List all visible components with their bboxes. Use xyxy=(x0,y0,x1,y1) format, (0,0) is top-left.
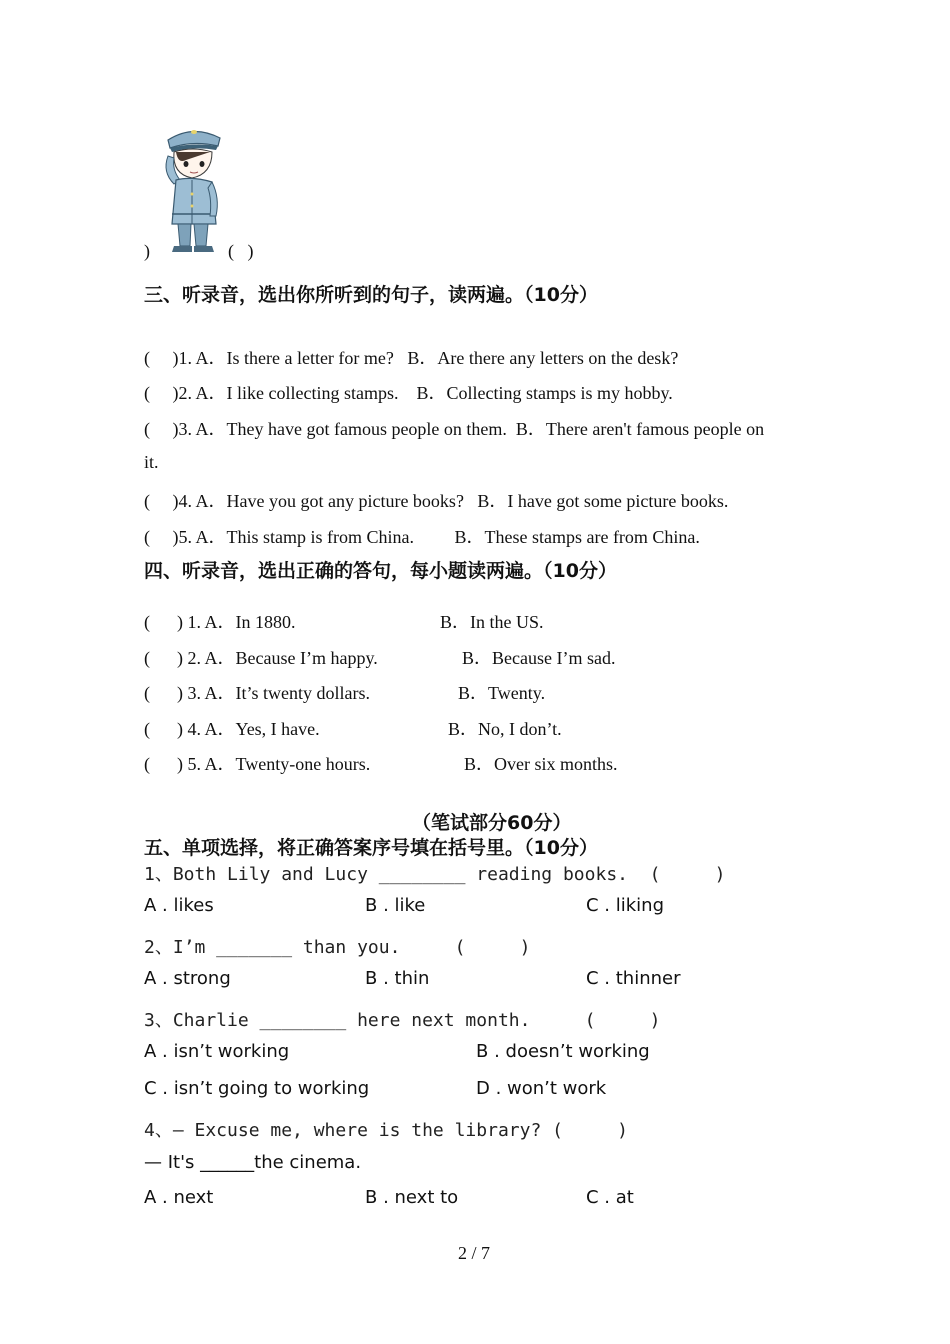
section3-item: ( )3. A．They have got famous people on them. B．There aren't famous people on xyxy=(144,419,765,439)
section4-heading: 四、听录音，选出正确的答句，每小题读两遍。（10分） xyxy=(144,560,617,582)
question-3-option-b: B . doesn’t working xyxy=(476,1041,650,1062)
section4-item-b: B．Because I’m sad. xyxy=(462,648,616,668)
top-left-paren: ) xyxy=(144,241,150,261)
question-3-stem: 3、Charlie ________ here next month. ( ) xyxy=(144,1010,661,1031)
section4-item-b: B．Twenty. xyxy=(458,683,546,703)
section5-heading: 五、单项选择，将正确答案序号填在括号里。（10分） xyxy=(144,837,598,859)
section4-item-b: B．In the US. xyxy=(440,612,544,632)
question-2-stem: 2、I’m _______ than you. ( ) xyxy=(144,937,531,958)
section3-item: ( )2. A．I like collecting stamps. B．Collecting stamps is my hobby. xyxy=(144,383,673,403)
question-4-option-a: A . next xyxy=(144,1187,214,1208)
section3-item: ( )1. A．Is there a letter for me? B．Are there any letters on the desk? xyxy=(144,348,679,368)
section3-item-continuation: it. xyxy=(144,452,159,472)
question-3-option-c: C . isn’t going to working xyxy=(144,1078,370,1099)
section4-item-a: ( ) 3. A．It’s twenty dollars. xyxy=(144,683,370,703)
section4-item-b: B．No, I don’t. xyxy=(448,719,562,739)
question-1-option-c: C . liking xyxy=(586,895,664,916)
question-2-option-c: C . thinner xyxy=(586,968,681,989)
section4-item-a: ( ) 1. A．In 1880. xyxy=(144,612,296,632)
question-2-option-a: A . strong xyxy=(144,968,231,989)
question-4-reply: — It's ______the cinema. xyxy=(144,1152,362,1173)
police-officer-illustration xyxy=(158,122,228,254)
question-1-option-b: B . like xyxy=(365,895,426,916)
section4-item-a: ( ) 5. A．Twenty-one hours. xyxy=(144,754,371,774)
written-part-title: （笔试部分60分） xyxy=(412,812,572,834)
section4-item-a: ( ) 2. A．Because I’m happy. xyxy=(144,648,378,668)
question-4-stem: 4、— Excuse me, where is the library? ( ) xyxy=(144,1120,628,1141)
question-4-option-c: C . at xyxy=(586,1187,634,1208)
question-2-option-b: B . thin xyxy=(365,968,430,989)
top-answer-blank: ( ) xyxy=(228,241,254,261)
section3-item: ( )4. A．Have you got any picture books? B．I have got some picture books. xyxy=(144,491,729,511)
question-4-option-b: B . next to xyxy=(365,1187,459,1208)
section3-item: ( )5. A．This stamp is from China. B．These stamps are from China. xyxy=(144,527,700,547)
section4-item-a: ( ) 4. A．Yes, I have. xyxy=(144,719,320,739)
question-1-option-a: A . likes xyxy=(144,895,214,916)
question-3-option-d: D . won’t work xyxy=(476,1078,607,1099)
question-1-stem: 1、Both Lily and Lucy ________ reading books. ( ) xyxy=(144,864,726,885)
page-number: 2 / 7 xyxy=(458,1243,491,1263)
section3-heading: 三、听录音，选出你所听到的句子，读两遍。（10分） xyxy=(144,284,598,306)
section4-item-b: B．Over six months. xyxy=(464,754,618,774)
question-3-option-a: A . isn’t working xyxy=(144,1041,290,1062)
